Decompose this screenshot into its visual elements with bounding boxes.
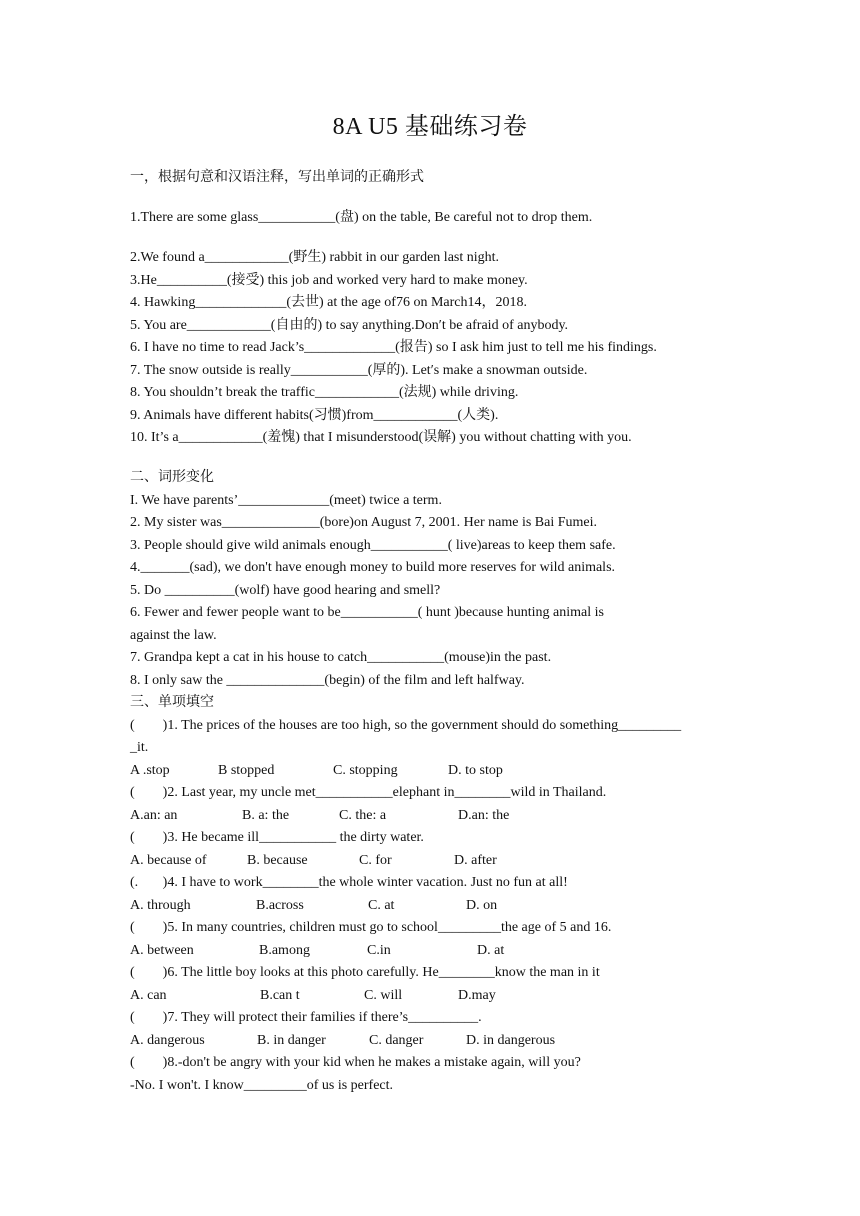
question-line: I. We have parents’_____________(meet) twice a term. (130, 493, 442, 508)
question-line: 1.There are some glass___________(盘) on the table, Be careful not to drop them. (130, 210, 593, 225)
option-c: C. will (364, 988, 403, 1003)
option-c: C. danger (369, 1033, 424, 1048)
mc-question-stem: ( )6. The little boy looks at this photo carefully. He________know the man in it (130, 965, 600, 980)
mc-question-stem: ( )7. They will protect their families if there’s__________. (130, 1010, 482, 1025)
dialogue-answer-line: -No. I won't. I know_________of us is perfect. (130, 1078, 394, 1093)
mc-question-stem: (. )4. I have to work________the whole winter vacation. Just no fun at all! (130, 875, 568, 890)
question-line: 3. People should give wild animals enough___________( live)areas to keep them safe. (130, 538, 616, 553)
mc-question-continuation: _it. (130, 740, 149, 755)
option-b: B.among (259, 943, 310, 958)
option-b: B. a: the (242, 808, 290, 823)
option-c: C. for (359, 853, 392, 868)
option-b: B. in danger (257, 1033, 326, 1048)
question-line: 5. You are____________(自由的) to say anything.Don′t be afraid of anybody. (130, 318, 569, 333)
option-c: C.in (367, 943, 391, 958)
question-line: against the law. (130, 628, 217, 643)
page-title: 8A U5 基础练习卷 (332, 114, 528, 140)
question-line: 7. The snow outside is really___________(厚的). Let′s make a snowman outside. (130, 363, 588, 378)
option-a: A.an: an (130, 808, 178, 823)
option-d: D.may (458, 988, 496, 1003)
question-line: 10. It’s a____________(羞愧) that I misunderstood(误解) you without chatting with you. (130, 430, 632, 445)
option-d: D.an: the (458, 808, 510, 823)
option-a: A. because of (130, 853, 207, 868)
option-d: D. on (466, 898, 498, 913)
mc-question-stem: ( )1. The prices of the houses are too high, so the government should do something_________ (130, 718, 682, 733)
option-d: D. at (477, 943, 505, 958)
option-a: A. can (130, 988, 167, 1003)
mc-question-stem: ( )5. In many countries, children must go to school_________the age of 5 and 16. (130, 920, 612, 935)
section-heading-3: 三、单项填空 (130, 695, 214, 710)
option-b: B.can t (260, 988, 300, 1003)
question-line: 5. Do __________(wolf) have good hearing and smell? (130, 583, 441, 598)
mc-question-stem: ( )2. Last year, my uncle met___________elephant in________wild in Thailand. (130, 785, 607, 800)
question-line: 2.We found a____________(野生) rabbit in our garden last night. (130, 250, 500, 265)
question-line: 8. I only saw the ______________(begin) of the film and left halfway. (130, 673, 525, 688)
question-line: 3.He__________(接受) this job and worked very hard to make money. (130, 273, 528, 288)
question-line: 8. You shouldn’t break the traffic____________(法规) while driving. (130, 385, 519, 400)
question-line: 2. My sister was______________(bore)on August 7, 2001. Her name is Bai Fumei. (130, 515, 598, 530)
question-line: 9. Animals have different habits(习惯)from____________(人类). (130, 408, 499, 423)
option-d: D. to stop (448, 763, 503, 778)
option-b: B stopped (218, 763, 275, 778)
option-b: B. because (247, 853, 308, 868)
question-line: 4. Hawking_____________(去世) at the age of76 on March14，2018. (130, 295, 527, 310)
question-line: 7. Grandpa kept a cat in his house to catch___________(mouse)in the past. (130, 650, 552, 665)
option-a: A. dangerous (130, 1033, 205, 1048)
section-heading-1: 一，根据句意和汉语注释，写出单词的正确形式 (130, 170, 424, 185)
option-d: D. in dangerous (466, 1033, 556, 1048)
question-line: 4._______(sad), we don't have enough money to build more reserves for wild animals. (130, 560, 616, 575)
question-line: 6. I have no time to read Jack’s_____________(报告) so I ask him just to tell me his findings. (130, 340, 657, 355)
option-a: A .stop (130, 763, 170, 778)
mc-question-stem: ( )3. He became ill___________ the dirty water. (130, 830, 424, 845)
option-a: A. through (130, 898, 191, 913)
option-b: B.across (256, 898, 304, 913)
option-c: C. at (368, 898, 395, 913)
option-c: C. the: a (339, 808, 387, 823)
section-heading-2: 二、词形变化 (130, 470, 214, 485)
option-d: D. after (454, 853, 497, 868)
mc-question-stem: ( )8.-don't be angry with your kid when he makes a mistake again, will you? (130, 1055, 581, 1070)
option-a: A. between (130, 943, 194, 958)
option-c: C. stopping (333, 763, 398, 778)
question-line: 6. Fewer and fewer people want to be___________( hunt )because hunting animal is (130, 605, 604, 620)
